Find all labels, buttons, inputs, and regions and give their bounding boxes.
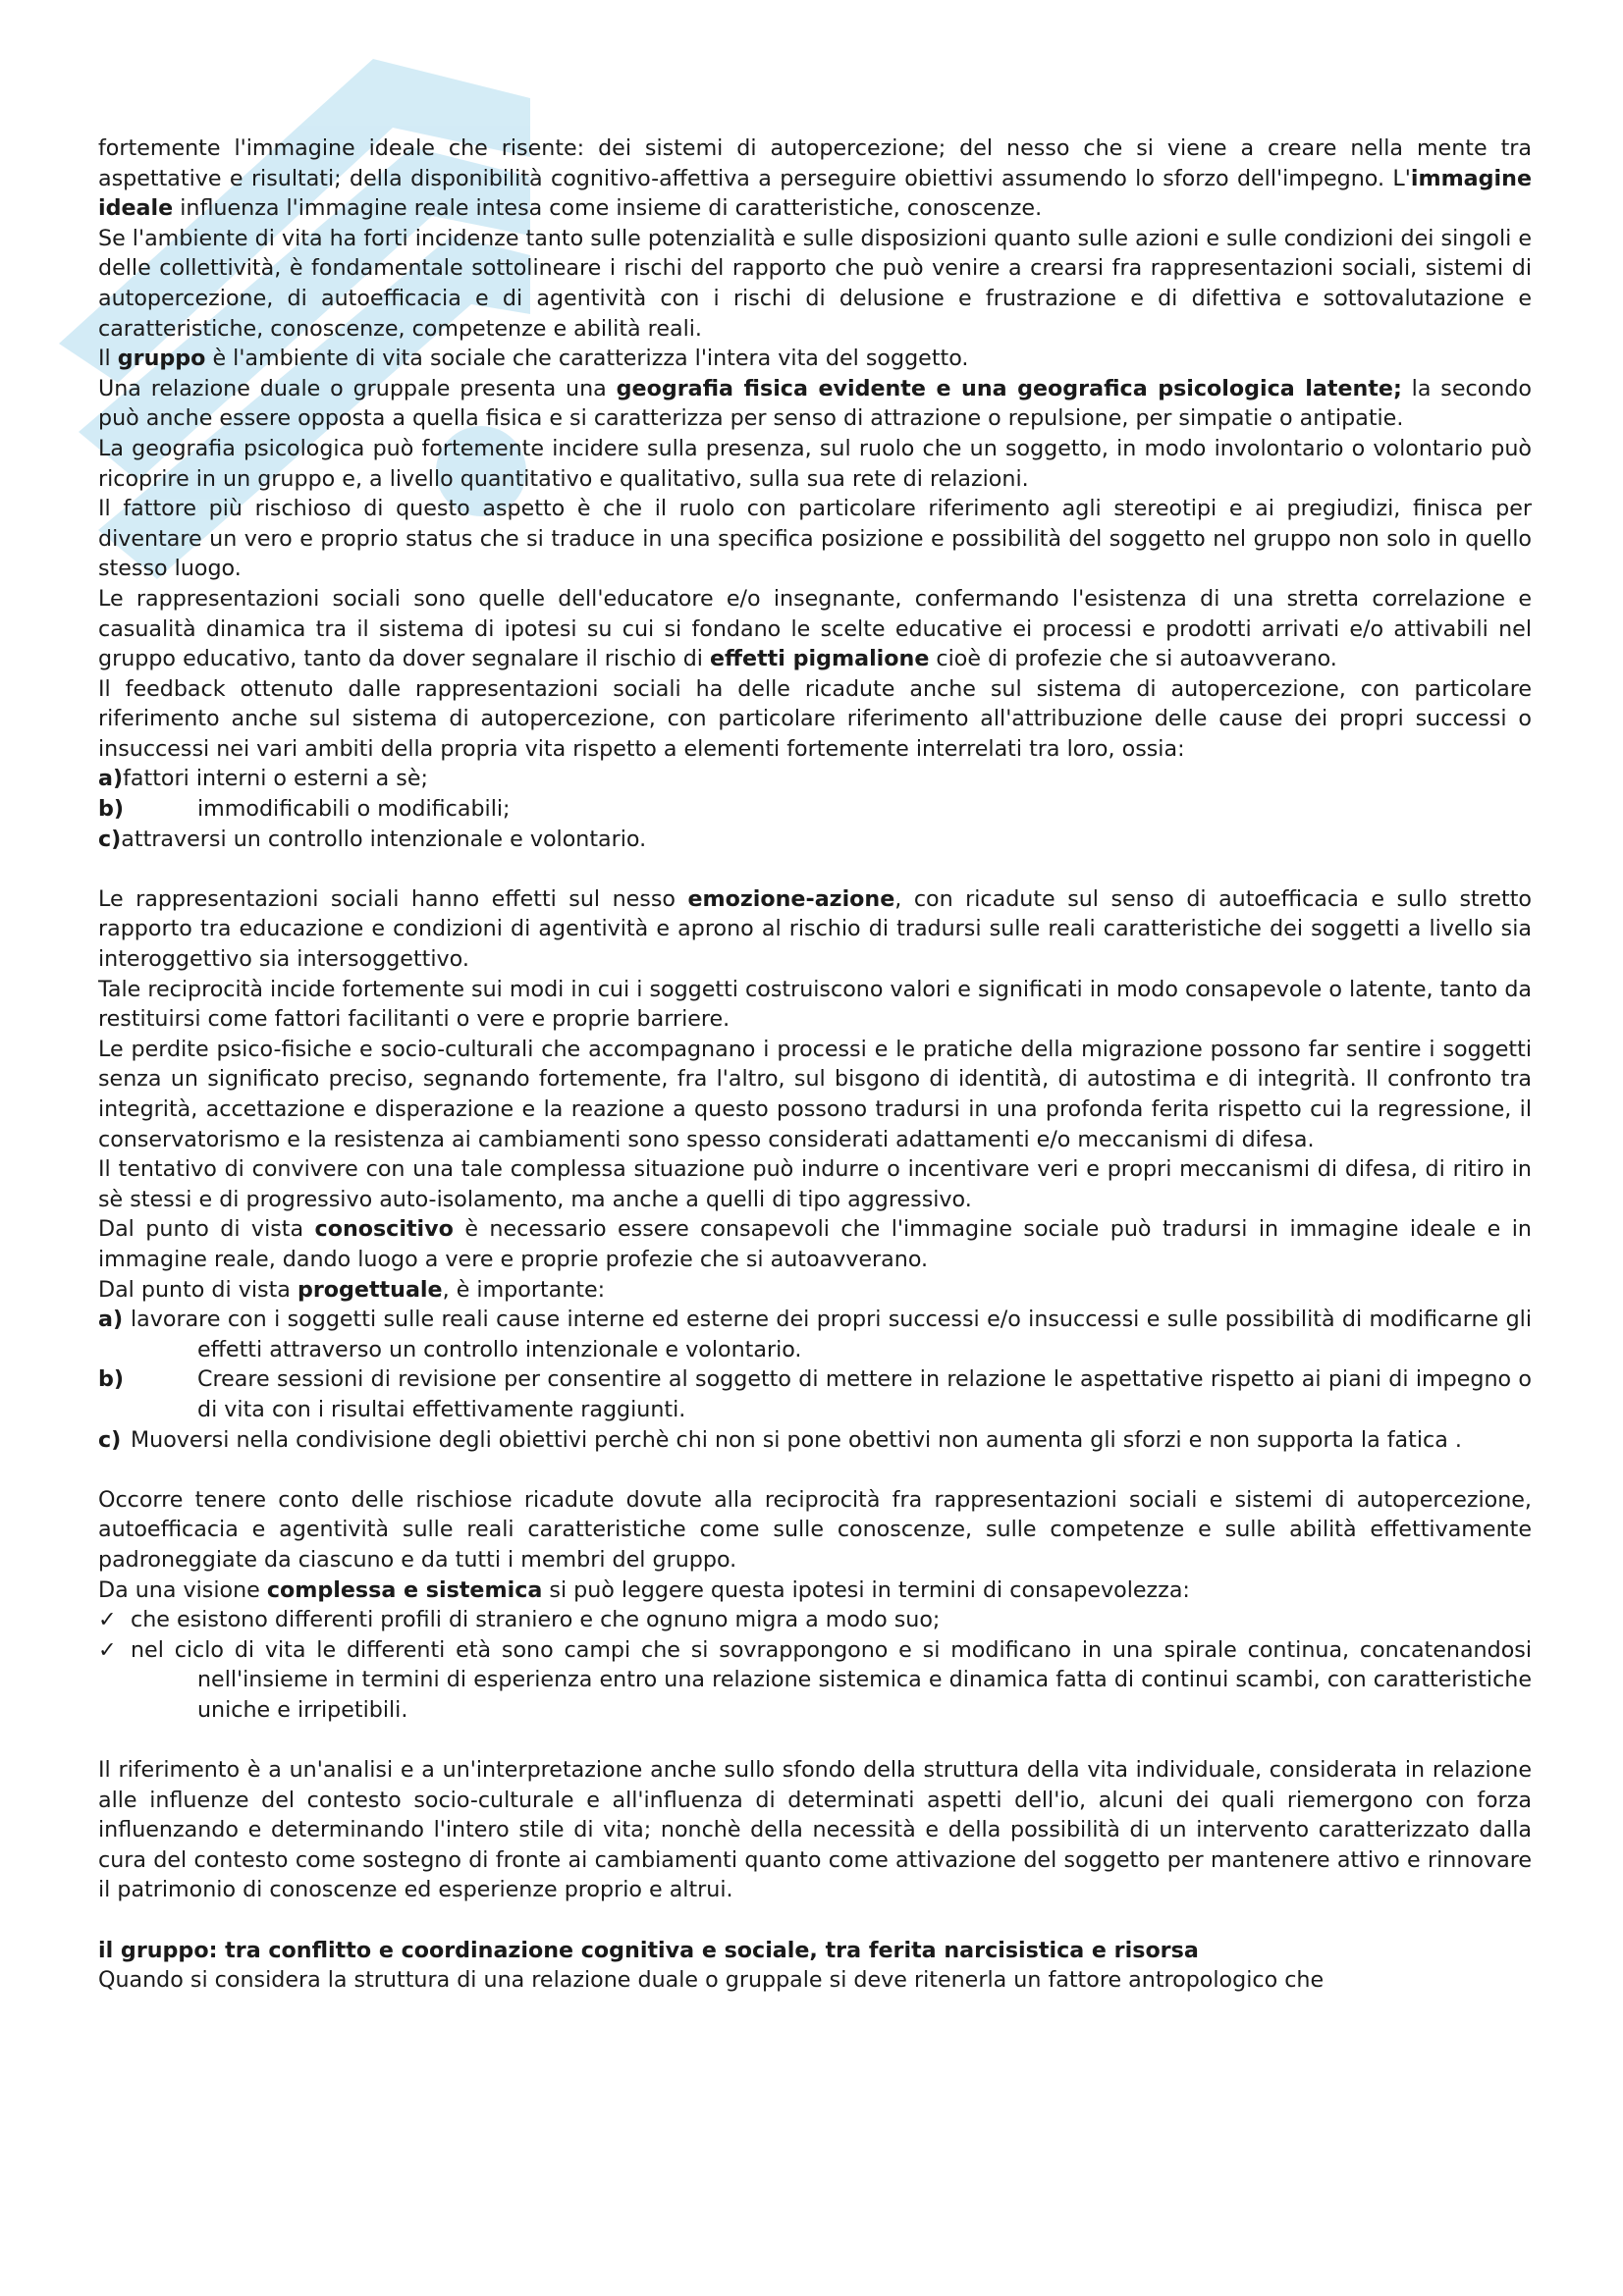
list-item: a)fattori interni o esterni a sè;: [98, 766, 428, 792]
document-body: [98, 133, 1532, 1996]
list-item: a) lavorare con i soggetti sulle reali cause interne ed esterne dei propri successi e/o insuccessi e sulle possibilità di modificarne gli effetti attraverso un controllo intenzionale e volontario.: [98, 1307, 1532, 1362]
paragraph: La geografia psicologica può fortemente incidere sulla presenza, sul ruolo che un soggetto, in modo involontario o volontario può ricoprire in un gruppo e, a livello quantitativo e qualitativo, sulla sua rete di relazioni.: [98, 435, 1532, 492]
section-heading: il gruppo: tra conflitto e coordinazione cognitiva e sociale, tra ferita narcisistica e risorsa: [98, 1937, 1199, 1963]
awareness-checklist: [98, 1605, 1532, 1725]
paragraph: Occorre tenere conto delle rischiose ricadute dovute alla reciprocità fra rappresentazioni sociali e sistemi di autopercezione, autoefficacia e agentività sulle reali caratteristiche come sulle conoscenze, sulle competenze e sulle abilità effettivamente padroneggiate da ciascuno e da tutti i membri del gruppo.: [98, 1486, 1532, 1573]
paragraph: Il fattore più rischioso di questo aspetto è che il ruolo con particolare riferimento agli stereotipi e ai pregiudizi, finisca per diventare un vero e proprio status che si traduce in una specifica posizione e possibilità del soggetto nel gruppo non solo in quello stesso luogo.: [98, 496, 1532, 582]
list-marker: c): [98, 1426, 122, 1453]
list-marker: a): [98, 766, 124, 792]
list-item: c)attraversi un controllo intenzionale e volontario.: [98, 826, 647, 852]
paragraph: Le rappresentazioni sociali sono quelle dell'educatore e/o insegnante, confermando l'esistenza di una stretta correlazione e casualità dinamica tra il sistema di ipotesi su cui si fondano le scelte educative ei processi e prodotti arrivati e/o attivabili nel gruppo educativo, tanto da dover segnalare il rischio di effetti pigmalione cioè di profezie che si autoavverano.: [98, 585, 1532, 672]
attribution-list: [98, 764, 1532, 854]
paragraph: Tale reciprocità incide fortemente sui modi in cui i soggetti costruiscono valori e significati in modo consapevole o latente, tanto da restituirsi come fattori facilitanti o vere e proprie barriere.: [98, 976, 1532, 1033]
list-item: c) Muoversi nella condivisione degli obiettivi perchè chi non si pone obettivi non aumenta gli sforzi e non supporta la fatica .: [98, 1425, 1532, 1456]
list-marker: c): [98, 826, 122, 852]
list-item: ✓ che esistono differenti profili di straniero e che ognuno migra a modo suo;: [98, 1605, 1532, 1635]
list-marker: b): [98, 796, 125, 823]
checkmark-icon: ✓: [98, 1636, 117, 1663]
paragraph: Le perdite psico-fisiche e socio-culturali che accompagnano i processi e le pratiche della migrazione possono far sentire i soggetti senza un significato preciso, segnando fortemente, fra l'altro, sul bisgono di identità, di autostima e di integrità. Il confronto tra integrità, accettazione e disperazione e la reazione a questo possono tradursi in una profonda ferita rispetto cui la regressione, il conservatorismo e la resistenza ai cambiamenti sono spesso considerati adattamenti e/o meccanismi di difesa.: [98, 1036, 1532, 1152]
list-marker: a): [98, 1307, 124, 1333]
paragraph: Il feedback ottenuto dalle rappresentazioni sociali ha delle ricadute anche sul sistema di autopercezione, con particolare riferimento anche sul sistema di autopercezione, con particolare riferimento all'attribuzione delle cause dei propri successi o insuccessi nei vari ambiti della propria vita rispetto a elementi fortemente interrelati tra loro, ossia:: [98, 675, 1532, 762]
checkmark-icon: ✓: [98, 1607, 117, 1633]
paragraph: Dal punto di vista conoscitivo è necessario essere consapevoli che l'immagine sociale può tradursi in immagine ideale e in immagine reale, dando luogo a vere e proprie profezie che si autoavverano.: [98, 1216, 1532, 1272]
paragraph: Una relazione duale o gruppale presenta una geografia fisica evidente e una geografica psicologica latente; la secondo può anche essere opposta a quella fisica e si caratterizza per senso di attrazione o repulsione, per simpatie o antipatie.: [98, 375, 1532, 432]
paragraph: Il riferimento è a un'analisi e a un'interpretazione anche sullo sfondo della struttura della vita individuale, considerata in relazione alle influenze del contesto socio-culturale e all'influenza di determinati aspetti dell'io, alcuni dei quali riemergono con forza influenzando e determinando l'intero stile di vita; nonchè della necessità e della possibilità di un intervento caratterizzato dalla cura del contesto come sostegno di fronte ai cambiamenti quanto come attivazione del soggetto per mantenere attivo e rinnovare il patrimonio di conoscenze ed esperienze proprio e altrui.: [98, 1757, 1532, 1903]
paragraph: Da una visione complessa e sistemica si può leggere questa ipotesi in termini di consapevolezza:: [98, 1576, 1190, 1603]
paragraph: fortemente l'immagine ideale che risente: dei sistemi di autopercezione; del nesso che si viene a creare nella mente tra aspettative e risultati; della disponibilità cognitivo-affettiva a perseguire obiettivi assumendo lo sforzo dell'impegno. L'immagine ideale influenza l'immagine reale intesa come insieme di caratteristiche, conoscenze.: [98, 135, 1532, 222]
list-item: ✓ nel ciclo di vita le differenti età sono campi che si sovrappongono e si modificano in una spirale continua, concatenandosi nell'insieme in termini di esperienza entro una relazione sistemica e dinamica fatta di continui scambi, con caratteristiche uniche e irripetibili.: [98, 1636, 1532, 1723]
paragraph: Se l'ambiente di vita ha forti incidenze tanto sulle potenzialità e sulle disposizioni quanto sulle azioni e sulle condizioni dei singoli e delle collettività, è fondamentale sottolineare i rischi del rapporto che può venire a crearsi fra rappresentazioni sociali, sistemi di autopercezione, di autoefficacia e di agentività con i rischi di delusione e frustrazione e di difettiva e sottovalutazione e caratteristiche, conoscenze, competenze e abilità reali.: [98, 225, 1532, 342]
paragraph: Dal punto di vista progettuale, è importante:: [98, 1276, 606, 1303]
list-item: b) Creare sessioni di revisione per consentire al soggetto di mettere in relazione le aspettative rispetto ai piani di impegno o di vita con i risultai effettivamente raggiunti.: [98, 1366, 1532, 1422]
list-marker: b): [98, 1366, 125, 1393]
paragraph: Le rappresentazioni sociali hanno effetti sul nesso emozione-azione, con ricadute sul senso di autoefficacia e sullo stretto rapporto tra educazione e condizioni di agentività e aprono al rischio di tradursi sulle reali caratteristiche dei soggetti a livello sia interoggettivo sia intersoggettivo.: [98, 885, 1532, 973]
paragraph: Il tentativo di convivere con una tale complessa situazione può indurre o incentivare veri e propri meccanismi di difesa, di ritiro in sè stessi e di progressivo auto-isolamento, ma anche a quelli di tipo aggressivo.: [98, 1156, 1532, 1212]
paragraph: Il gruppo è l'ambiente di vita sociale che caratterizza l'intera vita del soggetto.: [98, 346, 969, 372]
list-item: b) immodificabili o modificabili;: [98, 794, 1532, 825]
project-list: [98, 1305, 1532, 1455]
paragraph: Quando si considera la struttura di una relazione duale o gruppale si deve ritenerla un fattore antropologico che: [98, 1967, 1325, 1994]
